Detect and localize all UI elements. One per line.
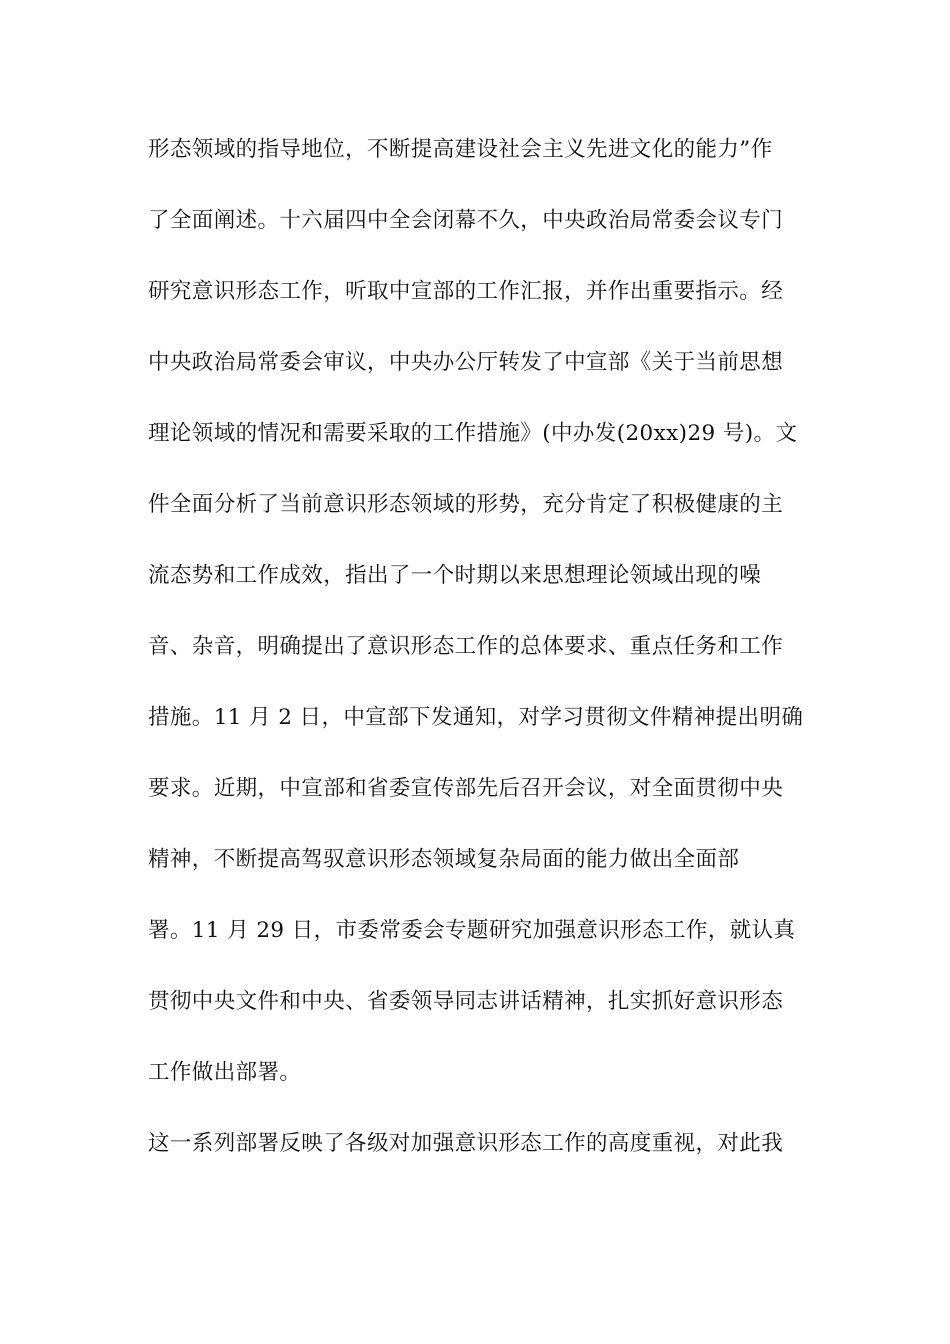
text-line: 精神，不断提高驾驭意识形态领域复杂局面的能力做出全面部 [148,847,740,872]
text-line: 流态势和工作成效，指出了一个时期以来思想理论领域出现的噪 [148,563,762,588]
text-line: 措施。11 月 2 日，中宣部下发通知，对学习贯彻文件精神提出明确 [148,705,804,730]
text-line: 理论领域的情况和需要采取的工作措施》(中办发(20xx)29 号)。文 [148,421,798,446]
text-line: 中央政治局常委会审议，中央办公厅转发了中宣部《关于当前思想 [148,350,784,375]
text-line: 署。11 月 29 日，市委常委会专题研究加强意识形态工作，就认真 [148,918,796,943]
text-line: 件全面分析了当前意识形态领域的形势，充分肯定了积极健康的主 [148,492,784,517]
text-line: 要求。近期，中宣部和省委宣传部先后召开会议，对全面贯彻中央 [148,776,784,801]
text-line: 这一系列部署反映了各级对加强意识形态工作的高度重视，对此我 [148,1131,784,1156]
text-line: 贯彻中央文件和中央、省委领导同志讲话精神，扎实抓好意识形态 [148,989,784,1014]
text-line: 了全面阐述。十六届四中全会闭幕不久，中央政治局常委会议专门 [148,208,784,233]
text-line: 工作做出部署。 [148,1060,302,1085]
text-line: 研究意识形态工作，听取中宣部的工作汇报，并作出重要指示。经 [148,279,784,304]
text-line: 音、杂音，明确提出了意识形态工作的总体要求、重点任务和工作 [148,634,784,659]
text-line: 形态领域的指导地位，不断提高建设社会主义先进文化的能力”作 [148,137,773,162]
